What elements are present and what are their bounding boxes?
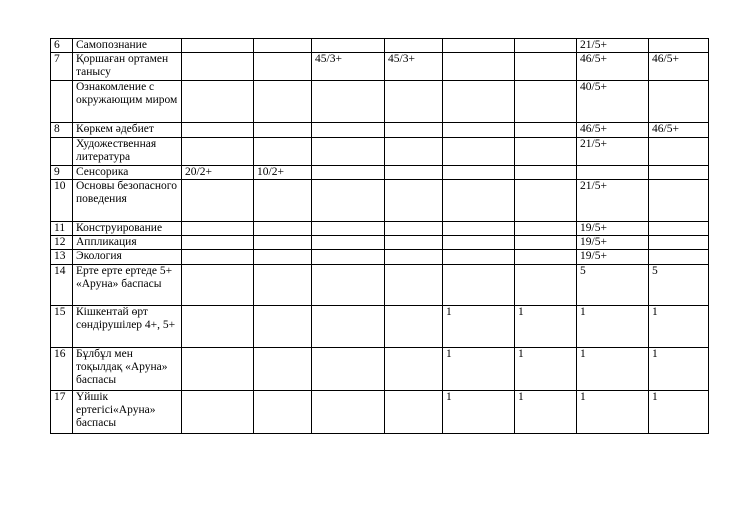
value-cell-col-5 (443, 123, 515, 138)
value-cell-col-8: 46/5+ (649, 123, 709, 138)
value-cell-col-1 (182, 180, 254, 222)
value-cell-col-2 (254, 53, 312, 81)
value-cell-col-1: 20/2+ (182, 166, 254, 180)
value-cell-col-5 (443, 265, 515, 306)
value-cell-col-8: 46/5+ (649, 53, 709, 81)
value-cell-col-4 (385, 391, 443, 434)
subject-name-cell: Үйшік ертегісі«Аруна» баспасы (73, 391, 182, 434)
row-number-cell: 9 (51, 166, 73, 180)
table-row (51, 166, 709, 180)
value-cell-col-4 (385, 138, 443, 166)
subject-name-cell: Художественная литература (73, 138, 182, 166)
subject-name-cell: Конструирование (73, 222, 182, 236)
value-cell-col-1 (182, 123, 254, 138)
value-cell-col-3 (312, 166, 385, 180)
value-cell-col-2 (254, 138, 312, 166)
table-row (51, 265, 709, 306)
value-cell-col-3 (312, 236, 385, 250)
row-number-cell: 7 (51, 53, 73, 81)
value-cell-col-7: 5 (577, 265, 649, 306)
row-number-cell: 10 (51, 180, 73, 222)
value-cell-col-3 (312, 265, 385, 306)
value-cell-col-5 (443, 250, 515, 265)
value-cell-col-8 (649, 138, 709, 166)
table-row (51, 236, 709, 250)
subject-name-cell: Бұлбұл мен тоқылдақ «Аруна» баспасы (73, 348, 182, 391)
value-cell-col-7: 19/5+ (577, 236, 649, 250)
value-cell-col-5 (443, 81, 515, 123)
value-cell-col-6 (515, 138, 577, 166)
value-cell-col-7 (577, 166, 649, 180)
value-cell-col-3 (312, 81, 385, 123)
value-cell-col-2 (254, 81, 312, 123)
value-cell-col-2 (254, 250, 312, 265)
subject-name-cell: Самопознание (73, 39, 182, 53)
subject-name-cell: Қоршаған ортамен танысу (73, 53, 182, 81)
subject-name-cell: Ерте ерте ертеде 5+ «Аруна» баспасы (73, 265, 182, 306)
value-cell-col-1 (182, 348, 254, 391)
value-cell-col-2 (254, 123, 312, 138)
value-cell-col-8 (649, 236, 709, 250)
table-row (51, 138, 709, 166)
value-cell-col-1 (182, 39, 254, 53)
value-cell-col-1 (182, 306, 254, 348)
value-cell-col-4 (385, 39, 443, 53)
subject-name-cell: Кішкентай өрт сөндірушілер 4+, 5+ (73, 306, 182, 348)
value-cell-col-6: 1 (515, 348, 577, 391)
value-cell-col-4 (385, 81, 443, 123)
value-cell-col-6 (515, 250, 577, 265)
value-cell-col-7: 40/5+ (577, 81, 649, 123)
row-number-cell: 17 (51, 391, 73, 434)
value-cell-col-5 (443, 138, 515, 166)
value-cell-col-6 (515, 236, 577, 250)
curriculum-table (50, 38, 709, 434)
table-row (51, 81, 709, 123)
value-cell-col-6 (515, 53, 577, 81)
row-number-cell: 6 (51, 39, 73, 53)
value-cell-col-7: 21/5+ (577, 39, 649, 53)
value-cell-col-7: 21/5+ (577, 180, 649, 222)
subject-name-cell: Сенсорика (73, 166, 182, 180)
value-cell-col-2 (254, 306, 312, 348)
value-cell-col-8 (649, 39, 709, 53)
row-number-cell: 14 (51, 265, 73, 306)
row-number-cell (51, 138, 73, 166)
value-cell-col-8 (649, 222, 709, 236)
value-cell-col-3 (312, 348, 385, 391)
value-cell-col-2 (254, 391, 312, 434)
value-cell-col-2 (254, 348, 312, 391)
value-cell-col-1 (182, 250, 254, 265)
row-number-cell: 8 (51, 123, 73, 138)
value-cell-col-2 (254, 236, 312, 250)
row-number-cell: 16 (51, 348, 73, 391)
table-row (51, 391, 709, 434)
value-cell-col-1 (182, 236, 254, 250)
value-cell-col-4: 45/3+ (385, 53, 443, 81)
value-cell-col-1 (182, 81, 254, 123)
row-number-cell: 11 (51, 222, 73, 236)
value-cell-col-8 (649, 81, 709, 123)
value-cell-col-1 (182, 138, 254, 166)
value-cell-col-5: 1 (443, 391, 515, 434)
value-cell-col-7: 1 (577, 348, 649, 391)
value-cell-col-7: 19/5+ (577, 222, 649, 236)
value-cell-col-8: 1 (649, 348, 709, 391)
value-cell-col-5: 1 (443, 348, 515, 391)
value-cell-col-7: 1 (577, 391, 649, 434)
value-cell-col-5 (443, 166, 515, 180)
value-cell-col-8: 1 (649, 306, 709, 348)
value-cell-col-3 (312, 180, 385, 222)
value-cell-col-3 (312, 138, 385, 166)
value-cell-col-6 (515, 81, 577, 123)
value-cell-col-8: 5 (649, 265, 709, 306)
value-cell-col-4 (385, 166, 443, 180)
value-cell-col-6 (515, 39, 577, 53)
value-cell-col-6 (515, 180, 577, 222)
value-cell-col-2 (254, 39, 312, 53)
table-body (51, 39, 709, 434)
table-row (51, 348, 709, 391)
value-cell-col-8: 1 (649, 391, 709, 434)
table-row (51, 306, 709, 348)
table-row (51, 123, 709, 138)
value-cell-col-5 (443, 39, 515, 53)
subject-name-cell: Ознакомление с окружающим миром (73, 81, 182, 123)
subject-name-cell: Основы безопасного поведения (73, 180, 182, 222)
value-cell-col-2 (254, 265, 312, 306)
value-cell-col-4 (385, 265, 443, 306)
value-cell-col-6 (515, 166, 577, 180)
value-cell-col-5: 1 (443, 306, 515, 348)
value-cell-col-4 (385, 306, 443, 348)
value-cell-col-4 (385, 123, 443, 138)
value-cell-col-3: 45/3+ (312, 53, 385, 81)
value-cell-col-3 (312, 123, 385, 138)
value-cell-col-7: 46/5+ (577, 53, 649, 81)
value-cell-col-4 (385, 222, 443, 236)
value-cell-col-4 (385, 348, 443, 391)
value-cell-col-1 (182, 53, 254, 81)
value-cell-col-6: 1 (515, 391, 577, 434)
value-cell-col-6 (515, 265, 577, 306)
value-cell-col-1 (182, 222, 254, 236)
value-cell-col-6 (515, 222, 577, 236)
table-row (51, 53, 709, 81)
value-cell-col-3 (312, 222, 385, 236)
value-cell-col-4 (385, 236, 443, 250)
value-cell-col-4 (385, 180, 443, 222)
value-cell-col-3 (312, 39, 385, 53)
value-cell-col-7: 46/5+ (577, 123, 649, 138)
value-cell-col-8 (649, 166, 709, 180)
value-cell-col-5 (443, 53, 515, 81)
table-row (51, 222, 709, 236)
value-cell-col-2 (254, 222, 312, 236)
value-cell-col-2: 10/2+ (254, 166, 312, 180)
row-number-cell: 12 (51, 236, 73, 250)
subject-name-cell: Экология (73, 250, 182, 265)
table-row (51, 180, 709, 222)
value-cell-col-1 (182, 391, 254, 434)
value-cell-col-4 (385, 250, 443, 265)
value-cell-col-7: 1 (577, 306, 649, 348)
value-cell-col-8 (649, 180, 709, 222)
row-number-cell (51, 81, 73, 123)
value-cell-col-6: 1 (515, 306, 577, 348)
table-row (51, 250, 709, 265)
value-cell-col-5 (443, 222, 515, 236)
value-cell-col-2 (254, 180, 312, 222)
value-cell-col-7: 19/5+ (577, 250, 649, 265)
value-cell-col-6 (515, 123, 577, 138)
subject-name-cell: Аппликация (73, 236, 182, 250)
subject-name-cell: Көркем әдебиет (73, 123, 182, 138)
value-cell-col-5 (443, 180, 515, 222)
value-cell-col-5 (443, 236, 515, 250)
value-cell-col-3 (312, 306, 385, 348)
value-cell-col-1 (182, 265, 254, 306)
row-number-cell: 15 (51, 306, 73, 348)
row-number-cell: 13 (51, 250, 73, 265)
value-cell-col-8 (649, 250, 709, 265)
value-cell-col-3 (312, 391, 385, 434)
value-cell-col-7: 21/5+ (577, 138, 649, 166)
value-cell-col-3 (312, 250, 385, 265)
table-row (51, 39, 709, 53)
